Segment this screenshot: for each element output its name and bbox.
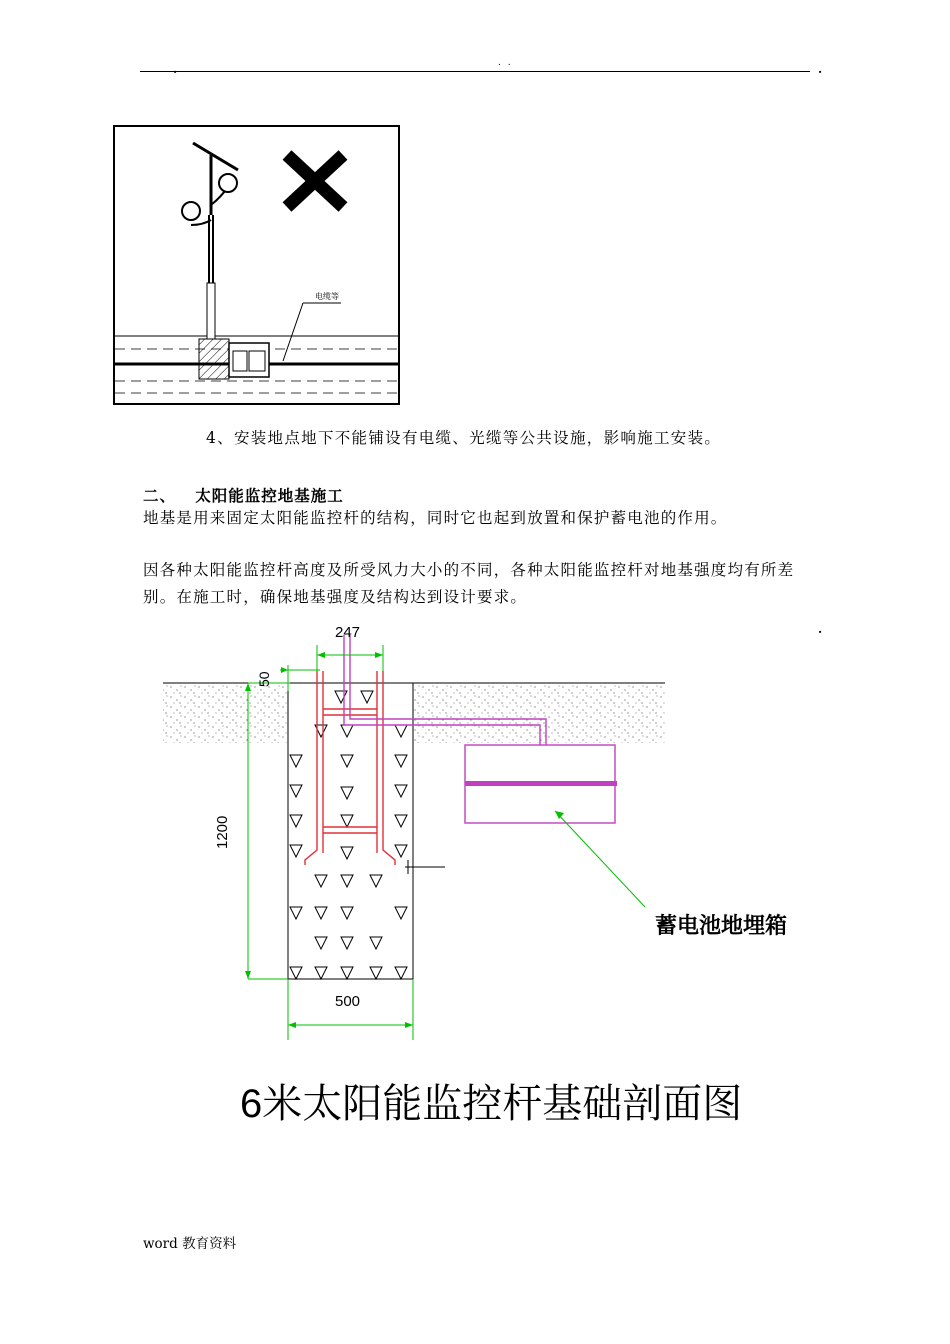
dimension-width: 500: [335, 993, 361, 1010]
section-heading: 二、 太阳能监控地基施工: [143, 487, 344, 505]
header-marks: . .: [498, 58, 513, 68]
dimension-height: 1200: [214, 815, 231, 849]
margin-dot: .: [818, 622, 823, 636]
dimension-top: 247: [335, 624, 361, 641]
header-rule: [140, 71, 810, 72]
figure-caption: 4、安装地点地下不能铺设有电缆、光缆等公共设施，影响施工安装。: [206, 429, 722, 447]
cable-warning-figure: [113, 125, 401, 407]
foundation-section-figure: [155, 615, 788, 1135]
margin-dot: .: [173, 62, 178, 76]
footer-text: word 教育资料: [143, 1236, 237, 1252]
paragraph-foundation-strength: 因各种太阳能监控杆高度及所受风力大小的不同，各种太阳能监控杆对地基强度均有所差别。在施工时，确保地基强度及结构达到设计要求。: [143, 561, 795, 606]
figure-title: 6米太阳能监控杆基础剖面图: [240, 1082, 743, 1126]
margin-dot: .: [818, 62, 823, 76]
cable-label: 电缆等: [315, 292, 339, 301]
paragraph-foundation-purpose: 地基是用来固定太阳能监控杆的结构，同时它也起到放置和保护蓄电池的作用。: [143, 509, 728, 527]
dimension-gap: 50: [256, 671, 272, 687]
battery-box-label: 蓄电池地埋箱: [655, 913, 788, 938]
